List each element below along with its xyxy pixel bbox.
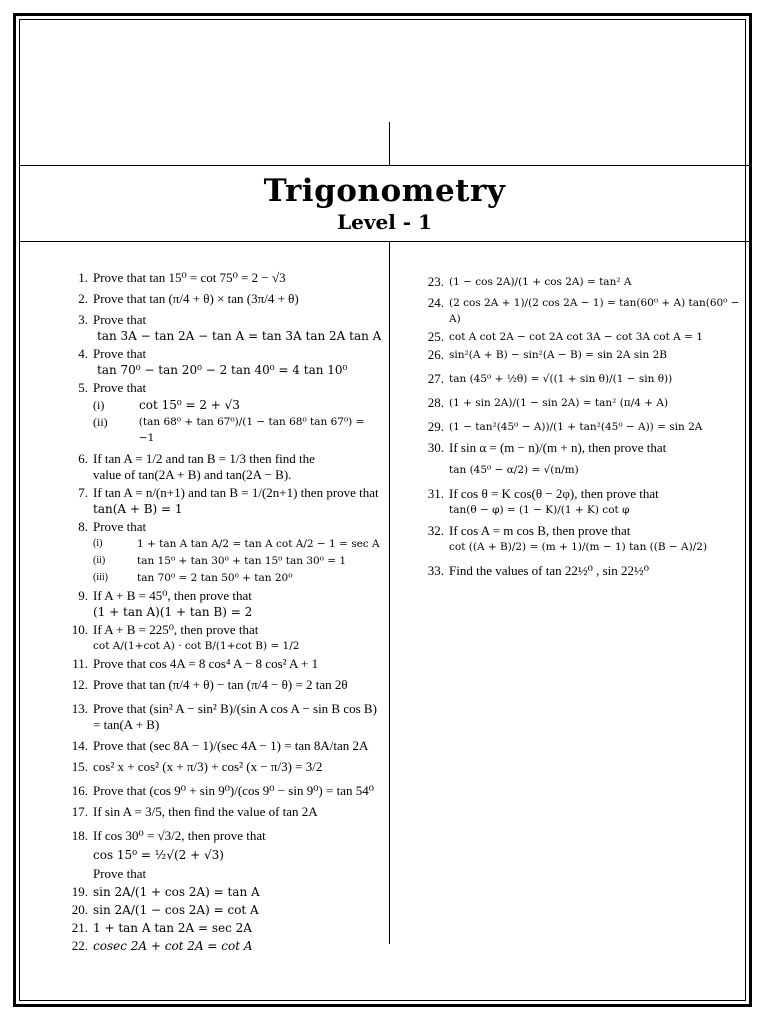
question-21: 21. 1 + tan A tan 2A = sec 2A	[71, 920, 252, 935]
right-column	[420, 274, 740, 581]
question-25: 25. cot A cot 2A − cot 2A cot 3A − cot 3A cot A = 1	[427, 329, 703, 344]
question-27: 27. tan (45⁰ + ½θ) = √((1 + sin θ)/(1 − sin θ))	[427, 371, 673, 386]
question-5: 5. Prove that (i) cot 15⁰ = 2 + √3 (ii) (tan 68⁰ + tan 67⁰)/(1 − tan 68⁰ tan 67⁰) = −1	[78, 380, 365, 444]
question-33: 33. Find the values of tan 22½⁰ , sin 22½⁰	[427, 563, 649, 578]
column-divider-top	[389, 122, 390, 166]
question-11: 11. Prove that cos 4A = 8 cos⁴ A − 8 cos² A + 1	[72, 656, 319, 671]
question-23: 23. (1 − cos 2A)/(1 + cos 2A) = tan² A	[427, 274, 632, 289]
question-9: 9. If A + B = 45⁰, then prove that (1 + tan A)(1 + tan B) = 2	[78, 588, 253, 619]
question-16: 16. Prove that (cos 9⁰ + sin 9⁰)/(cos 9⁰ − sin 9⁰) = tan 54⁰	[71, 783, 374, 798]
page-title: Trigonometry	[263, 173, 506, 209]
question-19: 19. sin 2A/(1 + cos 2A) = tan A	[71, 884, 260, 899]
question-32: 32. If cos A = m cos B, then prove that cot ((A + B)/2) = (m + 1)/(m − 1) tan ((B − A)/2)	[427, 523, 708, 553]
question-8: 8. Prove that (i) 1 + tan A tan A/2 = tan A cot A/2 − 1 = sec A (ii) tan 15⁰ + tan 30⁰ + tan 15⁰ tan 30⁰ = 1 (iii) tan 70⁰ = 2 tan 50⁰ + tan 20⁰	[78, 519, 380, 584]
page-subtitle: Level - 1	[337, 210, 432, 234]
question-4: 4. Prove that tan 70⁰ − tan 20⁰ − 2 tan 40⁰ = 4 tan 10⁰	[78, 346, 348, 377]
title-box	[19, 165, 750, 242]
question-13: 13. Prove that (sin² A − sin² B)/(sin A cos A − sin B cos B) = tan(A + B)	[71, 701, 377, 732]
question-31: 31. If cos θ = K cos(θ − 2φ), then prove that tan(θ − φ) = (1 − K)/(1 + K) cot φ	[427, 486, 659, 516]
question-15: 15. cos² x + cos² (x + π/3) + cos² (x − π/3) = 3/2	[71, 759, 323, 774]
question-24: 24. (2 cos 2A + 1)/(2 cos 2A − 1) = tan(60⁰ + A) tan(60⁰ − A)	[427, 295, 740, 325]
question-7: 7. If tan A = n/(n+1) and tan B = 1/(2n+1) then prove that tan(A + B) = 1	[78, 485, 379, 516]
question-2: 2. Prove that tan (π/4 + θ) × tan (3π/4 + θ)	[78, 291, 299, 306]
question-12: 12. Prove that tan (π/4 + θ) − tan (π/4 − θ) = 2 tan 2θ	[71, 677, 348, 692]
question-18: 18. If cos 30⁰ = √3/2, then prove that cos 15⁰ = ½√(2 + √3) Prove that	[71, 828, 266, 881]
question-14: 14. Prove that (sec 8A − 1)/(sec 4A − 1) = tan 8A/tan 2A	[71, 738, 369, 753]
question-1: 1. Prove that tan 15⁰ = cot 75⁰ = 2 − √3	[78, 270, 286, 285]
question-17: 17. If sin A = 3/5, then find the value of tan 2A	[71, 804, 318, 819]
left-column	[62, 270, 382, 956]
question-6: 6. If tan A = 1/2 and tan B = 1/3 then find the value of tan(2A + B) and tan(2A − B).	[78, 451, 315, 482]
question-28: 28. (1 + sin 2A)/(1 − sin 2A) = tan² (π/4 + A)	[427, 395, 669, 410]
column-divider	[389, 242, 390, 944]
question-29: 29. (1 − tan²(45⁰ − A))/(1 + tan²(45⁰ − A)) = sin 2A	[427, 419, 703, 434]
question-26: 26. sin²(A + B) − sin²(A − B) = sin 2A sin 2B	[427, 347, 668, 362]
question-3: 3. Prove that tan 3A − tan 2A − tan A = tan 3A tan 2A tan A	[78, 312, 382, 343]
question-30: 30. If sin α = (m − n)/(m + n), then prove that tan (45⁰ − α/2) = √(n/m)	[427, 440, 667, 476]
question-22: 22. cosec 2A + cot 2A = cot A	[71, 938, 253, 953]
question-10: 10. If A + B = 225⁰, then prove that cot A/(1+cot A) · cot B/(1+cot B) = 1/2	[71, 622, 300, 652]
question-20: 20. sin 2A/(1 − cos 2A) = cot A	[71, 902, 259, 917]
